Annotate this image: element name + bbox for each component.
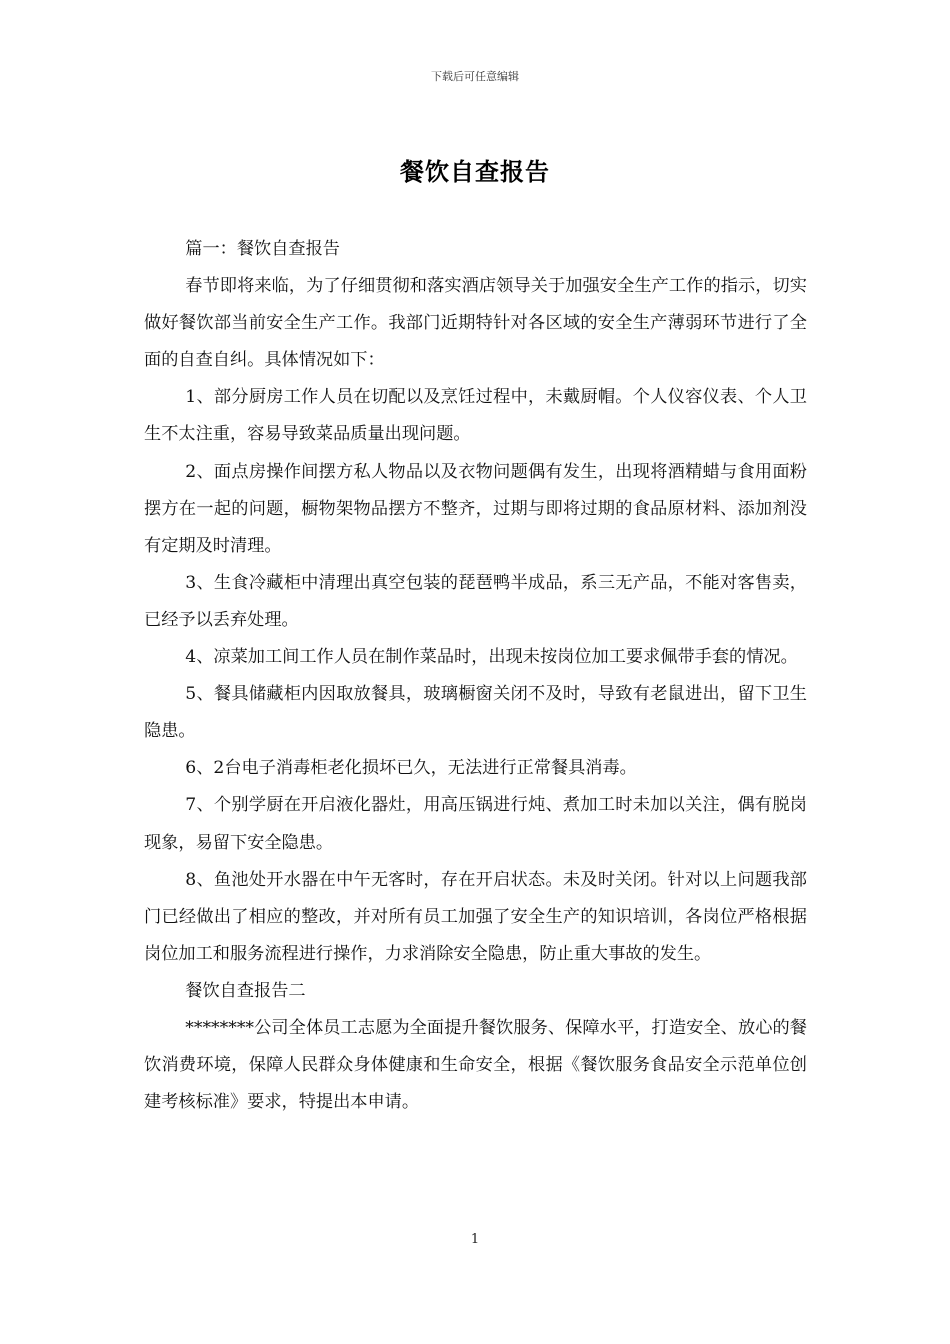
document-title: 餐饮自查报告 [400,157,550,186]
page-number: 1 [470,1232,480,1247]
paragraph: 6、2台电子消毒柜老化损坏已久，无法进行正常餐具消毒。 [185,758,637,779]
paragraph: 4、凉菜加工间工作人员在制作菜品时，出现未按岗位加工要求佩带手套的情况。 [185,647,798,668]
paragraph: 8、鱼池处开水器在中午无客时，存在开启状态。未及时关闭。针对以上问题我部门已经做出了相应的整改，并对所有员工加强了安全生产的知识培训，各岗位严格根据岗位加工和服务流程进行操作，力求消除安全隐患，防止重大事故的发生。 [144,869,807,964]
paragraph: 3、生食冷藏柜中清理出真空包装的琵琶鸭半成品，系三无产品，不能对客售卖，已经予以丢弃处理。 [144,572,807,630]
paragraph: 7、个别学厨在开启液化器灶，用高压锅进行炖、煮加工时未加以关注，偶有脱岗现象，易留下安全隐患。 [144,795,807,853]
paragraph: 5、餐具储藏柜内因取放餐具，玻璃橱窗关闭不及时，导致有老鼠进出，留下卫生隐患。 [144,684,807,742]
paragraph: 2、面点房操作间摆方私人物品以及衣物问题偶有发生，出现将酒精蜡与食用面粉摆方在一起的问题，橱物架物品摆方不整齐，过期与即将过期的食品原材料、添加剂没有定期及时清理。 [144,461,807,556]
document-body [144,231,807,1121]
section-heading: 餐饮自查报告二 [185,980,306,1001]
header-note: 下载后可任意编辑 [431,70,519,83]
paragraph: ********公司全体员工志愿为全面提升餐饮服务、保障水平，打造安全、放心的餐饮消费环境，保障人民群众身体健康和生命安全，根据《餐饮服务食品安全示范单位创建考核标准》要求，特提出本申请。 [144,1017,807,1113]
paragraph: 1、部分厨房工作人员在切配以及烹饪过程中，未戴厨帽。个人仪容仪表、个人卫生不太注重，容易导致菜品质量出现问题。 [144,387,807,445]
paragraph: 春节即将来临，为了仔细贯彻和落实酒店领导关于加强安全生产工作的指示，切实做好餐饮部当前安全生产工作。我部门近期特针对各区域的安全生产薄弱环节进行了全面的自查自纠。具体情况如下： [144,276,807,371]
section-heading: 篇一：餐饮自查报告 [185,239,340,259]
